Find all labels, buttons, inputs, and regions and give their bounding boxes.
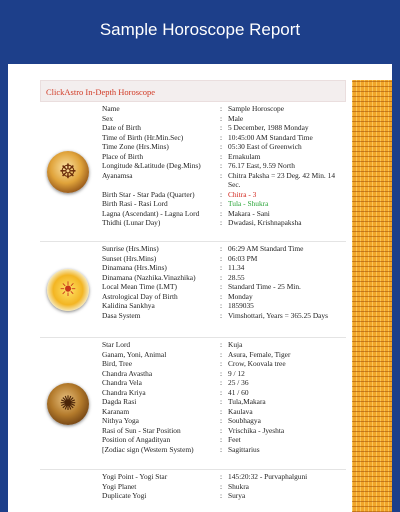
detail-row [102, 369, 346, 379]
separator-colon: : [220, 151, 223, 161]
detail-value: Vrischika - Jyeshta [228, 425, 285, 435]
detail-label: Time Zone (Hrs.Mins) [102, 142, 169, 151]
app-header [0, 0, 400, 60]
detail-row [102, 445, 346, 455]
detail-row [102, 282, 346, 292]
sun-details-section [40, 242, 346, 338]
detail-row [102, 426, 346, 436]
detail-label: Sunrise (Hrs.Mins) [102, 244, 159, 253]
detail-row [102, 350, 346, 360]
detail-value: Sample Horoscope [228, 104, 285, 113]
separator-colon: : [220, 263, 223, 272]
detail-value: 76.17 East, 9.59 North [228, 161, 295, 170]
detail-row [102, 123, 346, 133]
star-details-rows [96, 338, 346, 469]
separator-colon: : [220, 272, 223, 282]
detail-row [102, 292, 346, 302]
detail-row [102, 491, 346, 501]
detail-row [102, 273, 346, 283]
detail-value: 9 / 12 [228, 368, 245, 378]
detail-label: Date of Birth [102, 123, 141, 132]
separator-colon: : [220, 132, 223, 142]
detail-row [102, 152, 346, 162]
detail-value: 11.34 [228, 263, 245, 272]
detail-label: Star Lord [102, 340, 131, 349]
birth-details-rows [96, 102, 346, 241]
detail-value: 06:03 PM [228, 253, 258, 263]
detail-row [102, 161, 346, 171]
detail-label: Chandra Avastha [102, 368, 153, 378]
detail-row [102, 482, 346, 492]
separator-colon: : [220, 425, 223, 435]
detail-label: Ganam, Yoni, Animal [102, 349, 167, 359]
detail-row [102, 301, 346, 311]
detail-row [102, 407, 346, 417]
detail-row [102, 218, 346, 228]
detail-row [102, 209, 346, 219]
decorative-border-pattern [352, 80, 392, 512]
detail-label: Birth Rasi - Rasi Lord [102, 199, 168, 208]
detail-value: Tula,Makara [228, 397, 266, 406]
separator-colon: : [220, 199, 223, 208]
detail-row [102, 472, 346, 482]
separator-colon: : [220, 208, 223, 218]
detail-label: Ayanamsa [102, 170, 133, 180]
separator-colon: : [220, 301, 223, 310]
detail-value: 145:20:32 - Purvaphalguni [228, 472, 308, 481]
separator-colon: : [220, 123, 223, 132]
detail-value: 05:30 East of Greenwich [228, 142, 302, 151]
header-title: Sample Horoscope Report [99, 20, 301, 39]
detail-label: Duplicate Yogi [102, 491, 147, 500]
detail-row [102, 199, 346, 209]
detail-value: Kaulava [228, 406, 253, 416]
separator-colon: : [220, 472, 223, 481]
detail-row [102, 133, 346, 143]
separator-colon: : [220, 142, 223, 151]
separator-colon: : [220, 161, 223, 170]
detail-row [102, 435, 346, 445]
detail-label: Yogi Planet [102, 481, 137, 491]
separator-colon: : [220, 189, 223, 199]
detail-label: Dinamana (Hrs.Mins) [102, 263, 167, 272]
detail-label: Local Mean Time (LMT) [102, 282, 177, 291]
detail-label: Dasa System [102, 310, 141, 320]
detail-label: Position of Angadityan [102, 435, 171, 444]
detail-value: Feet [228, 435, 241, 444]
separator-colon: : [220, 397, 223, 406]
detail-value: 28.55 [228, 272, 245, 282]
separator-colon: : [220, 378, 223, 387]
detail-row [102, 378, 346, 388]
detail-row [102, 340, 346, 350]
emblem-column [40, 242, 96, 337]
detail-label: Sex [102, 113, 114, 123]
detail-label: Time of Birth (Hr.Min.Sec) [102, 132, 184, 142]
detail-value: Kuja [228, 340, 243, 349]
separator-colon: : [220, 406, 223, 416]
detail-label: Lagna (Ascendant) - Lagna Lord [102, 208, 200, 218]
separator-colon: : [220, 170, 223, 180]
separator-colon: : [220, 349, 223, 359]
detail-value: 10:45:00 AM Standard Time [228, 132, 313, 142]
yogi-details-section [40, 470, 346, 504]
detail-row [102, 263, 346, 273]
separator-colon: : [220, 291, 223, 301]
detail-label: Dagda Rasi [102, 397, 137, 406]
detail-row [102, 388, 346, 398]
detail-row [102, 254, 346, 264]
separator-colon: : [220, 481, 223, 491]
detail-value: Chitra Paksha = 23 Deg. 42 Min. 14 Sec. [228, 170, 336, 189]
detail-value: 5 December, 1988 Monday [228, 123, 309, 132]
separator-colon: : [220, 244, 223, 253]
detail-value: Sagittarius [228, 444, 260, 454]
detail-label: Longitude &Latitude (Deg.Mins) [102, 161, 201, 170]
detail-value: Dwadasi, Krishnapaksha [228, 218, 302, 227]
detail-row [102, 359, 346, 369]
detail-row [102, 416, 346, 426]
separator-colon: : [220, 253, 223, 263]
separator-colon: : [220, 282, 223, 291]
separator-colon: : [220, 359, 223, 368]
detail-label: Chandra Kriya [102, 387, 146, 397]
detail-row [102, 244, 346, 254]
birth-details-section [40, 102, 346, 242]
separator-colon: : [220, 444, 223, 454]
detail-label: Astrological Day of Birth [102, 291, 178, 301]
separator-colon: : [220, 387, 223, 397]
sun-details-rows [96, 242, 346, 337]
emblem-column [40, 470, 96, 504]
detail-value: 25 / 36 [228, 378, 249, 387]
detail-row [102, 171, 346, 190]
detail-value: Tula - Shukra [228, 199, 269, 208]
detail-value: Makara - Sani [228, 208, 270, 218]
zodiac-medallion-icon: ✺ [47, 383, 89, 425]
detail-label: Sunset (Hrs.Mins) [102, 253, 157, 263]
report-page[interactable] [8, 64, 392, 512]
detail-row [102, 114, 346, 124]
detail-value: 1859035 [228, 301, 254, 310]
detail-value: Standard Time - 25 Min. [228, 282, 301, 291]
separator-colon: : [220, 113, 223, 123]
detail-row [102, 104, 346, 114]
detail-label: Name [102, 104, 120, 113]
detail-label: Bird, Tree [102, 359, 132, 368]
detail-value: Crow, Koovala tree [228, 359, 286, 368]
separator-colon: : [220, 368, 223, 378]
emblem-column [40, 102, 96, 241]
detail-value: Asura, Female, Tiger [228, 349, 291, 359]
detail-label: Chandra Vela [102, 378, 142, 387]
detail-label: Thidhi (Lunar Day) [102, 218, 161, 227]
report-title: ClickAstro In-Depth Horoscope [40, 80, 346, 102]
detail-label: Kalidina Sankhya [102, 301, 155, 310]
detail-label: [Zodiac sign (Western System) [102, 444, 194, 454]
detail-value: Male [228, 113, 244, 123]
detail-row [102, 142, 346, 152]
sun-moon-icon: ☀ [47, 269, 89, 311]
detail-label: Birth Star - Star Pada (Quarter) [102, 189, 195, 199]
horoscope-report [40, 80, 346, 504]
emblem-column [40, 338, 96, 469]
detail-value: Monday [228, 291, 253, 301]
star-details-section [40, 338, 346, 470]
detail-row [102, 311, 346, 321]
detail-value: Chitra - 3 [228, 189, 257, 199]
detail-value: Soubhagya [228, 416, 261, 425]
detail-label: Karanam [102, 406, 130, 416]
detail-value: Ernakulam [228, 151, 261, 161]
detail-value: 41 / 60 [228, 387, 249, 397]
detail-label: Place of Birth [102, 151, 144, 161]
detail-value: Surya [228, 491, 246, 500]
detail-label: Nithya Yoga [102, 416, 139, 425]
separator-colon: : [220, 310, 223, 320]
separator-colon: : [220, 491, 223, 500]
detail-value: Shukra [228, 481, 249, 491]
detail-row [102, 190, 346, 200]
detail-label: Dinamana (Nazhika.Vinazhika) [102, 272, 196, 282]
separator-colon: : [220, 218, 223, 227]
separator-colon: : [220, 435, 223, 444]
zodiac-wheel-icon: ☸ [47, 151, 89, 193]
detail-label: Rasi of Sun - Star Position [102, 425, 181, 435]
separator-colon: : [220, 416, 223, 425]
separator-colon: : [220, 340, 223, 349]
detail-value: Vimshottari, Years = 365.25 Days [228, 310, 329, 320]
detail-row [102, 397, 346, 407]
separator-colon: : [220, 104, 223, 113]
detail-label: Yogi Point - Yogi Star [102, 472, 168, 481]
yogi-details-rows [96, 470, 346, 504]
detail-value: 06:29 AM Standard Time [228, 244, 304, 253]
